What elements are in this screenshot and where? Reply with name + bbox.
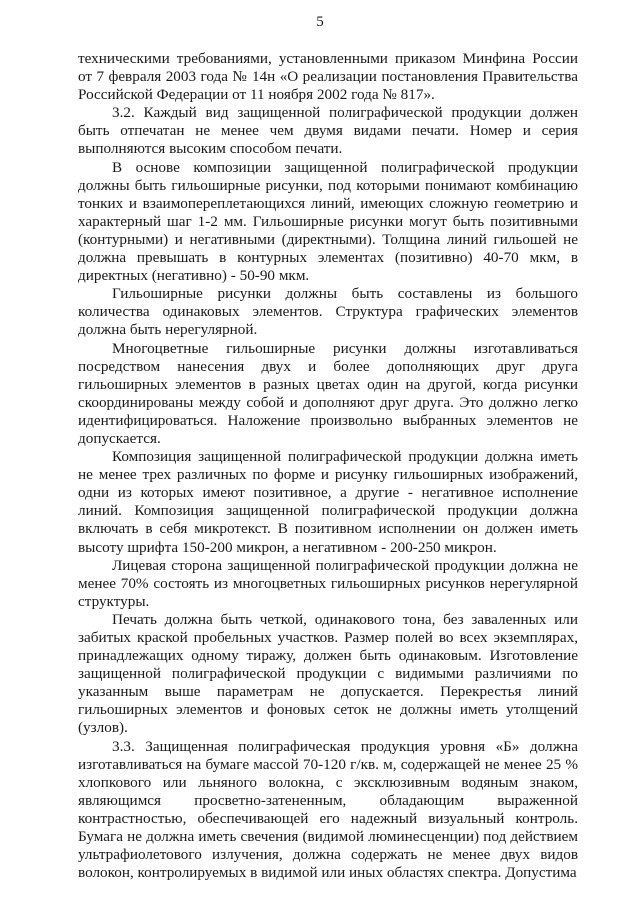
paragraph-front-side: Лицевая сторона защищенной полиграфической продукции должна не менее 70% состоять из многоцветных гильоширных рисунков нерегулярной структуры. (78, 556, 578, 610)
paragraph-multicolor-guilloche: Многоцветные гильоширные рисунки должны изготавливаться посредством нанесения двух и более дополняющих друг друга гильоширных элементов в разных цветах один на другой, когда рисунки скоординированы между собой и дополняют друг друга. Это должно легко идентифицироваться. Наложение произвольно выбранных элементов не допускается. (78, 339, 578, 447)
body-text (78, 50, 578, 882)
paragraph-guilloche-basis: В основе композиции защищенной полиграфической продукции должны быть гильоширные рисунки, под которыми понимают комбинацию тонких и взаимопереплетающихся линий, имеющих сложную геометрию и характерный шаг 1-2 мм. Гильоширные рисунки могут быть позитивными (контурными) и негативными (директными). Толщина линий гильошей не должна превышать в контурных элементах (позитивно) 40-70 мкм, в директных (негативно) - 50-90 мкм. (78, 158, 578, 285)
paragraph-print-quality: Печать должна быть четкой, одинакового тона, без заваленных или забитых краской пробельных участков. Размер полей во всех экземплярах, принадлежащих одному тиражу, должен быть одинаковым. Изготовление защищенной полиграфической продукции с видимыми различиями по указанным выше параметрам не допускается. Перекрестья линий гильоширных элементов и фоновых сеток не должны иметь утолщений (узлов). (78, 610, 578, 737)
paragraph-composition-microtext: Композиция защищенной полиграфической продукции должна иметь не менее трех различных по форме и рисунку гильоширных изображений, одни из которых имеют позитивное, а другие - негативное исполнение линий. Композиция защищенной полиграфической продукции должна включать в себя микротекст. В позитивном исполнении он должен иметь высоту шрифта 150-200 микрон, а негативном - 200-250 микрон. (78, 448, 578, 556)
paragraph-guilloche-elements: Гильоширные рисунки должны быть составлены из большого количества одинаковых элементов. Структура графических элементов должна быть нерегулярной. (78, 285, 578, 339)
paragraph-section-3-3: 3.3. Защищенная полиграфическая продукция уровня «Б» должна изготавливаться на бумаге массой 70-120 г/кв. м, содержащей не менее 25 % хлопкового или льняного волокна, с эксклюзивным водяным знаком, являющимся просветно-затененным, обладающим выраженной контрастностью, обеспечивающей его надежный визуальный контроль. Бумага не должна иметь свечения (видимой люминесценции) под действием ультрафиолетового излучения, должна содержать не менее двух видов волокон, контролируемых в видимой или иных областях спектра. Допустима (78, 737, 578, 882)
paragraph-continuation: техническими требованиями, установленными приказом Минфина России от 7 февраля 2003 года № 14н «О реализации постановления Правительства Российской Федерации от 11 ноября 2002 года № 817». (78, 50, 578, 104)
paragraph-section-3-2: 3.2. Каждый вид защищенной полиграфической продукции должен быть отпечатан не менее чем двумя видами печати. Номер и серия выполняются высоким способом печати. (78, 104, 578, 158)
page-number: 5 (316, 14, 324, 30)
